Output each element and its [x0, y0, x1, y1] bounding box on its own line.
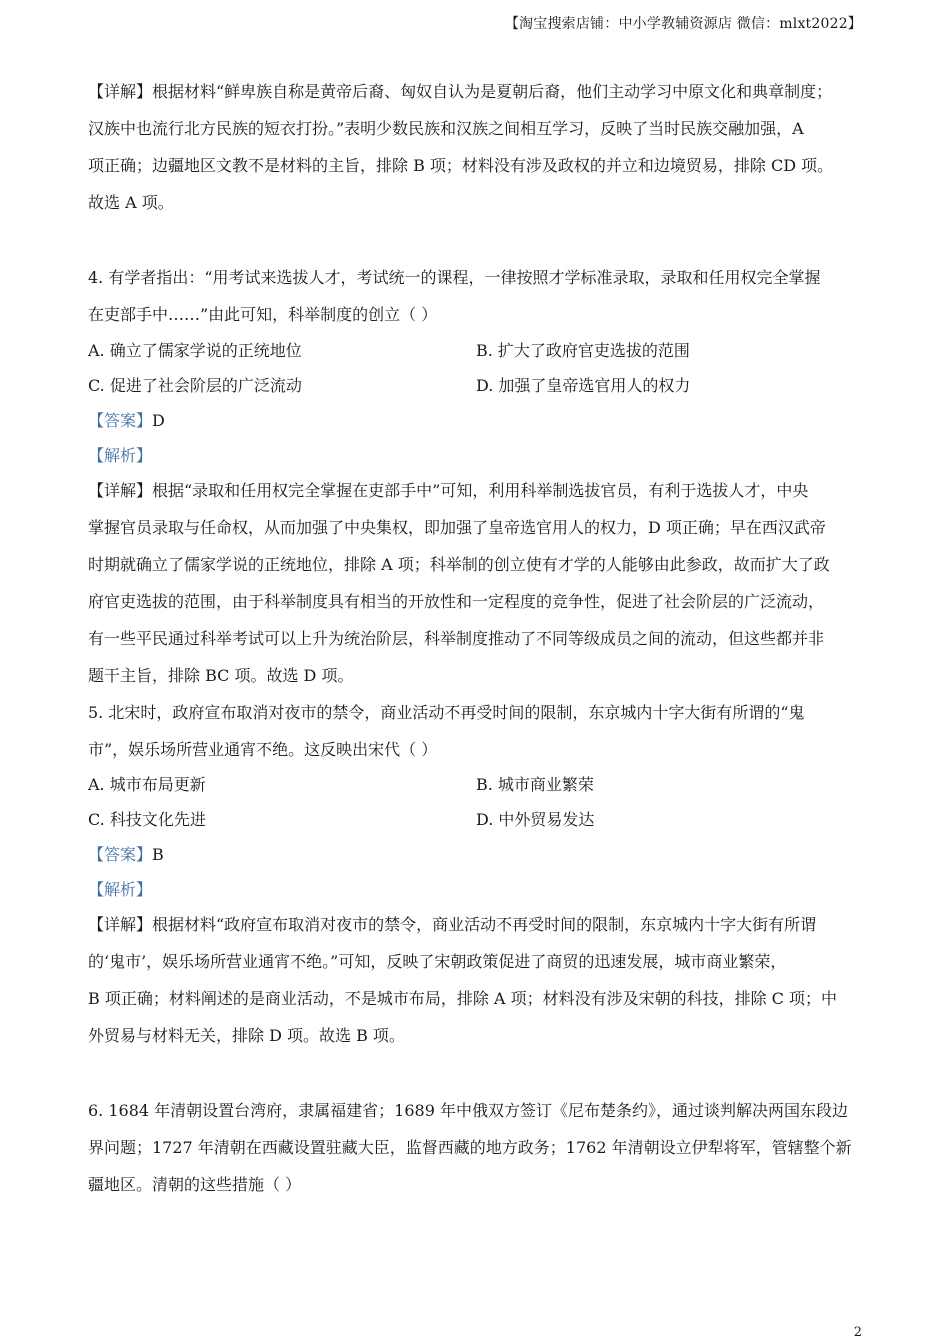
q3-detail-line: 汉族中也流行北方民族的短衣打扮。”表明少数民族和汉族之间相互学习，反映了当时民族交融加强，A	[88, 119, 804, 138]
q5-stem	[88, 694, 878, 768]
q6-stem	[88, 1092, 878, 1203]
q6-stem-line: 6. 1684 年清朝设置台湾府，隶属福建省；1689 年中俄双方签订《尼布楚条约》，通过谈判解决两国东段边	[88, 1101, 848, 1120]
q5-answer-block	[88, 837, 878, 907]
q5-options	[88, 767, 878, 837]
q5-option-d: D. 中外贸易发达	[476, 810, 595, 829]
q6-stem-line: 疆地区。清朝的这些措施（ ）	[88, 1175, 302, 1194]
q5-option-c: C. 科技文化先进	[88, 810, 206, 829]
q4-option-d: D. 加强了皇帝选官用人的权力	[476, 376, 691, 395]
q5-option-a: A. 城市布局更新	[88, 775, 206, 794]
q4-option-a: A. 确立了儒家学说的正统地位	[88, 341, 302, 360]
q5-detail-line: 的‘鬼市’，娱乐场所营业通宵不绝。”可知，反映了宋朝政策促进了商贸的迅速发展，城市商业繁荣，	[88, 952, 787, 971]
q3-detail	[88, 73, 878, 221]
q3-detail-line: 故选 A 项。	[88, 193, 174, 212]
q4-detail-line: 时期就确立了儒家学说的正统地位，排除 A 项；科举制的创立使有才学的人能够由此参政，故而扩大了政	[88, 555, 830, 574]
q6-stem-line: 界问题；1727 年清朝在西藏设置驻藏大臣，监督西藏的地方政务；1762 年清朝设立伊犁将军，管辖整个新	[88, 1138, 852, 1157]
page-header-store-note: 【淘宝搜索店铺：中小学教辅资源店 微信：mlxt2022】	[504, 16, 862, 32]
q4-detail-line: 有一些平民通过科举考试可以上升为统治阶层，科举制度推动了不同等级成员之间的流动，但这些都并非	[88, 629, 825, 648]
q4-detail-line: 府官吏选拔的范围，由于科举制度具有相当的开放性和一定程度的竞争性，促进了社会阶层的广泛流动，	[88, 592, 825, 611]
q5-stem-line: 市”，娱乐场所营业通宵不绝。这反映出宋代（ ）	[88, 740, 438, 759]
q4-options	[88, 333, 878, 403]
q3-detail-line: 项正确；边疆地区文教不是材料的主旨，排除 B 项；材料没有涉及政权的并立和边境贸易，排除 CD 项。	[88, 156, 834, 175]
q5-answer-tag: 【答案】	[88, 845, 153, 864]
q4-stem-line: 4. 有学者指出：“用考试来选拔人才，考试统一的课程，一律按照才学标准录取，录取和任用权完全掌握	[88, 268, 821, 287]
q4-option-c: C. 促进了社会阶层的广泛流动	[88, 376, 302, 395]
q5-detail-line: 外贸易与材料无关，排除 D 项。故选 B 项。	[88, 1026, 405, 1045]
q5-detail-line: B 项正确；材料阐述的是商业活动，不是城市布局，排除 A 项；材料没有涉及宋朝的科技，排除 C 项；中	[88, 989, 837, 1008]
q5-answer-value: B	[152, 845, 164, 864]
q4-detail-line: 【详解】根据“录取和任用权完全掌握在吏部手中”可知，利用科举制选拔官员，有利于选拔人才，中央	[88, 481, 809, 500]
q4-answer-block	[88, 403, 878, 473]
q4-detail	[88, 472, 878, 694]
q5-analysis-tag: 【解析】	[88, 880, 153, 899]
q4-answer-value: D	[152, 411, 165, 430]
q4-stem-line: 在吏部手中……”由此可知，科举制度的创立（ ）	[88, 305, 438, 324]
q4-option-b: B. 扩大了政府官吏选拔的范围	[476, 341, 690, 360]
q5-detail	[88, 906, 878, 1054]
q3-detail-line: 【详解】根据材料“鲜卑族自称是黄帝后裔、匈奴自认为是夏朝后裔，他们主动学习中原文化和典章制度；	[88, 82, 833, 101]
q5-answer	[88, 837, 878, 872]
q5-option-b: B. 城市商业繁荣	[476, 775, 594, 794]
q4-stem	[88, 259, 878, 333]
page-number: 2	[853, 1325, 862, 1340]
q4-detail-line: 掌握官员录取与任命权，从而加强了中央集权，即加强了皇帝选官用人的权力，D 项正确；早在西汉武帝	[88, 518, 826, 537]
q4-analysis-tag: 【解析】	[88, 446, 153, 465]
q5-detail-line: 【详解】根据材料“政府宣布取消对夜市的禁令，商业活动不再受时间的限制，东京城内十字大街有所谓	[88, 915, 817, 934]
q4-detail-line: 题干主旨，排除 BC 项。故选 D 项。	[88, 666, 354, 685]
q4-answer	[88, 403, 878, 438]
q5-stem-line: 5. 北宋时，政府宣布取消对夜市的禁令，商业活动不再受时间的限制，东京城内十字大街有所谓的“鬼	[88, 703, 805, 722]
q4-answer-tag: 【答案】	[88, 411, 153, 430]
